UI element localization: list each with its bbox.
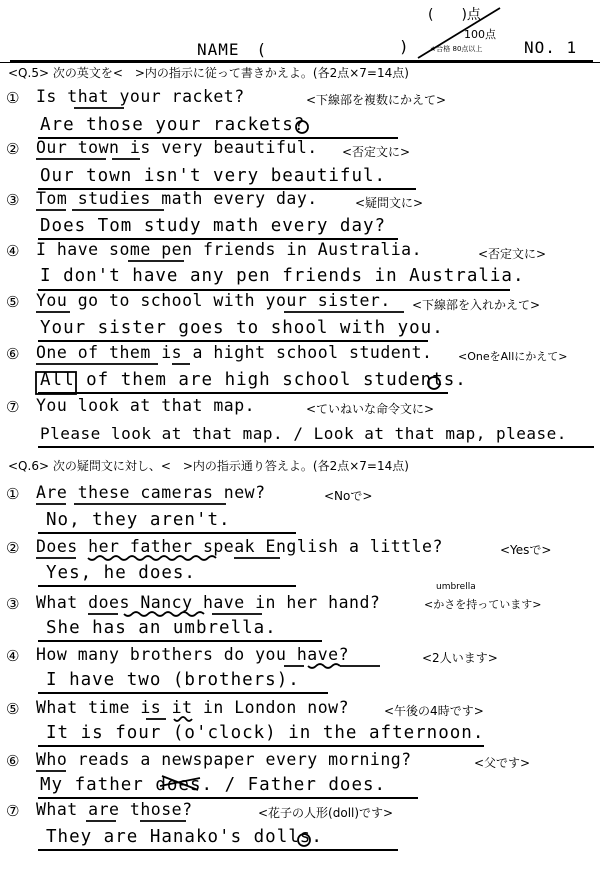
instruction-text: <2人います>: [422, 651, 498, 665]
item-number: ④: [6, 242, 20, 260]
circle-mark: [428, 377, 440, 389]
question-text: Is that your racket?: [36, 87, 245, 106]
question-text: Does her father speak English a little?: [36, 537, 443, 556]
circle-mark: [296, 121, 308, 133]
question-text: Our town is very beautiful.: [36, 138, 318, 157]
question-text: How many brothers do you have?: [36, 645, 350, 664]
gloss-text: umbrella: [436, 582, 476, 592]
answer-text: She has an umbrella.: [46, 618, 277, 638]
answer-text: I have two (brothers).: [46, 670, 300, 690]
question-text: What does Nancy have in her hand?: [36, 593, 381, 612]
wavy-underline: [174, 717, 192, 721]
answer-text: Our town isn't very beautiful.: [40, 166, 387, 186]
answer-text: It is four (o'clock) in the afternoon.: [46, 723, 485, 743]
instruction-text: <午後の4時です>: [384, 704, 484, 718]
question-text: Are these cameras new?: [36, 483, 266, 502]
answer-text: No, they aren't.: [46, 510, 231, 530]
instruction-text: <かさを持っています>: [424, 598, 542, 611]
question-text: What time is it in London now?: [36, 698, 350, 717]
instruction-text: <Yesで>: [500, 543, 552, 557]
instruction-text: <OneをAllにかえて>: [458, 350, 568, 363]
item-number: ②: [6, 539, 20, 557]
item-number: ③: [6, 191, 20, 209]
instruction-text: <否定文に>: [342, 145, 411, 159]
wavy-underline: [88, 556, 216, 560]
page-number: NO. 1: [524, 38, 578, 57]
item-number: ③: [6, 595, 20, 613]
item-number: ①: [6, 89, 20, 107]
answer-text: They are Hanako's dolls.: [46, 827, 323, 847]
name-close: ): [399, 37, 410, 56]
item-number: ⑦: [6, 398, 20, 416]
score-slash: [418, 8, 500, 58]
answer-text: Your sister goes to shool with you.: [40, 318, 444, 338]
answer-text: Are those your rackets?: [40, 115, 306, 135]
question-text: Tom studies math every day.: [36, 189, 318, 208]
question-text: One of them is a hight school student.: [36, 343, 433, 362]
item-number: ⑤: [6, 293, 20, 311]
answer-text: Does Tom study math every day?: [40, 216, 387, 236]
question-text: You go to school with your sister.: [36, 291, 391, 310]
wavy-underline: [124, 612, 204, 616]
question-text: I have some pen friends in Australia.: [36, 240, 423, 259]
box-mark: [36, 372, 76, 394]
total-points: 100点: [464, 28, 496, 41]
question-text: You look at that map.: [36, 396, 256, 415]
strike-mark: [160, 778, 200, 786]
instruction-text: <疑問文に>: [355, 196, 424, 210]
answer-text: All of them are high school students.: [40, 370, 467, 390]
answer-text: I don't have any pen friends in Australia.: [40, 266, 525, 286]
item-number: ⑥: [6, 345, 20, 363]
name-label: NAME (: [197, 40, 268, 59]
instruction-text: <Noで>: [324, 489, 373, 503]
strike-mark: [162, 776, 198, 790]
item-number: ④: [6, 647, 20, 665]
pass-note: ★合格 80点以上: [430, 45, 483, 53]
section6-heading: <Q.6> 次の疑問文に対し、< >内の指示通り答えよ。(各2点×7=14点): [8, 459, 409, 473]
answer-text: My father does. / Father does.: [40, 775, 387, 795]
score-box: ( )点: [428, 7, 481, 23]
question-text: Who reads a newspaper every morning?: [36, 750, 412, 769]
item-number: ⑥: [6, 752, 20, 770]
item-number: ②: [6, 140, 20, 158]
item-number: ⑤: [6, 700, 20, 718]
instruction-text: <花子の人形(doll)です>: [258, 806, 394, 820]
section5-heading: <Q.5> 次の英文を< >内の指示に従って書きかえよ。(各2点×7=14点): [8, 66, 409, 80]
item-number: ⑦: [6, 802, 20, 820]
answer-text: Yes, he does.: [46, 563, 196, 583]
instruction-text: <父です>: [474, 756, 531, 770]
question-text: What are those?: [36, 800, 193, 819]
instruction-text: <下線部を複数にかえて>: [306, 93, 447, 107]
instruction-text: <下線部を入れかえて>: [412, 298, 541, 312]
wavy-underline: [308, 664, 340, 668]
answer-text: Please look at that map. / Look at that map, please.: [40, 424, 567, 443]
circle-mark: [298, 834, 310, 846]
instruction-text: <否定文に>: [478, 247, 547, 261]
item-number: ①: [6, 485, 20, 503]
instruction-text: <ていねいな命令文に>: [306, 402, 435, 416]
